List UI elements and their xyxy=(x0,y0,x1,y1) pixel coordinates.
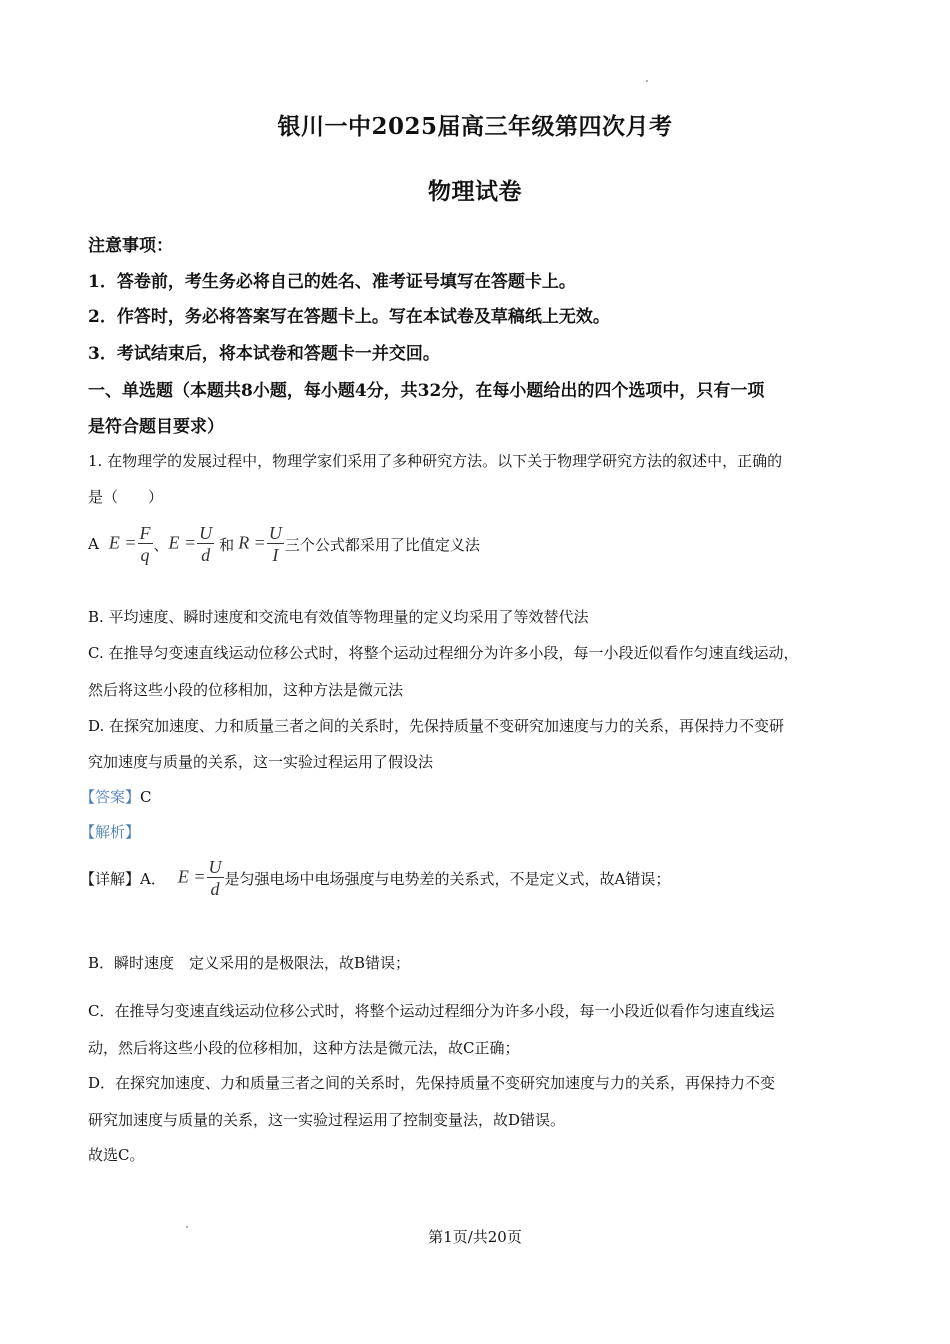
fraction-numerator: F xyxy=(139,522,151,543)
notice-item-1: 1．答卷前，考生务必将自己的姓名、准考证号填写在答题卡上。 xyxy=(88,272,576,292)
notice-item-2: 2．作答时，务必将答案写在答题卡上。写在本试卷及草稿纸上无效。 xyxy=(88,307,610,327)
fraction xyxy=(267,523,284,566)
fraction-denominator: d xyxy=(210,878,220,899)
answer-value: C xyxy=(140,788,152,806)
formula-r-u-i xyxy=(238,523,285,566)
option-a-conjunction: 和 xyxy=(219,535,235,554)
detail-d-line2: 研究加速度与质量的关系，这一实验过程运用了控制变量法，故D错误。 xyxy=(88,1111,566,1129)
page-footer: 第1页/共20页 xyxy=(428,1228,522,1246)
option-c-line1: C. 在推导匀变速直线运动位移公式时，将整个运动过程细分为许多小段，每一小段近似看作匀速直线运动， xyxy=(88,644,799,662)
detail-c-line2: 动，然后将这些小段的位移相加，这种方法是微元法，故C正确； xyxy=(88,1039,520,1057)
option-a-text: 三个公式都采用了比值定义法 xyxy=(284,535,480,554)
detail-b: B．瞬时速度 定义采用的是极限法，故B错误； xyxy=(88,954,411,972)
option-d-line1: D. 在探究加速度、力和质量三者之间的关系时，先保持质量不变研究加速度与力的关系，再保持力不变研 xyxy=(88,717,785,735)
fraction-numerator: U xyxy=(268,522,282,543)
formula-e-u-d xyxy=(178,857,225,900)
formula-e-f-q xyxy=(109,523,154,566)
option-a-label: A xyxy=(88,535,99,553)
option-d-line2: 究加速度与质量的关系，这一实验过程运用了假设法 xyxy=(88,753,434,771)
question-stem-line1: 1. 在物理学的发展过程中，物理学家们采用了多种研究方法。以下关于物理学研究方法的叙述中，正确的 xyxy=(88,452,783,470)
option-a xyxy=(88,516,480,572)
detail-a-text: 是匀强电场中电场强度与电势差的关系式，不是定义式，故A错误； xyxy=(224,869,671,888)
answer-tag: 【答案】 xyxy=(80,788,141,806)
fraction xyxy=(207,857,224,900)
option-a-separator: 、 xyxy=(153,535,169,554)
detail-tag: 【详解】 xyxy=(80,869,141,888)
fraction-denominator: q xyxy=(140,544,150,565)
analysis-tag: 【解析】 xyxy=(80,823,141,841)
fraction xyxy=(138,523,153,566)
fraction-numerator: U xyxy=(199,522,213,543)
detail-a-prefix: A． xyxy=(140,869,166,888)
detail-conclusion: 故选C。 xyxy=(88,1146,145,1164)
question-stem-line2: 是（ ） xyxy=(88,488,164,506)
answer-line xyxy=(80,786,152,807)
option-c-line2: 然后将这些小段的位移相加，这种方法是微元法 xyxy=(88,681,404,699)
detail-a xyxy=(80,850,670,906)
fraction xyxy=(197,523,214,566)
formula-lhs: E = xyxy=(168,532,197,553)
exam-title: 银川一中2025届高三年级第四次月考 xyxy=(277,113,673,140)
option-b: B. 平均速度、瞬时速度和交流电有效值等物理量的定义均采用了等效替代法 xyxy=(88,608,589,626)
fraction-numerator: U xyxy=(208,856,222,877)
scan-dot xyxy=(646,80,648,82)
notice-heading: 注意事项： xyxy=(88,236,173,256)
formula-lhs: E = xyxy=(177,866,206,887)
notice-item-3: 3．考试结束后，将本试卷和答题卡一并交回。 xyxy=(88,344,440,364)
section-heading-line2: 是符合题目要求） xyxy=(88,417,224,437)
detail-d-line1: D．在探究加速度、力和质量三者之间的关系时，先保持质量不变研究加速度与力的关系，再保持力不变 xyxy=(88,1074,776,1092)
formula-e-u-d xyxy=(169,523,216,566)
section-heading-line1: 一、单选题（本题共8小题，每小题4分，共32分，在每小题给出的四个选项中，只有一项 xyxy=(88,381,765,401)
formula-lhs: E = xyxy=(108,532,137,553)
detail-c-line1: C．在推导匀变速直线运动位移公式时，将整个运动过程细分为许多小段，每一小段近似看作匀速直线运 xyxy=(88,1002,775,1020)
exam-subtitle: 物理试卷 xyxy=(428,178,522,205)
fraction-denominator: I xyxy=(272,544,279,565)
formula-lhs: R = xyxy=(238,532,266,553)
fraction-denominator: d xyxy=(201,544,211,565)
